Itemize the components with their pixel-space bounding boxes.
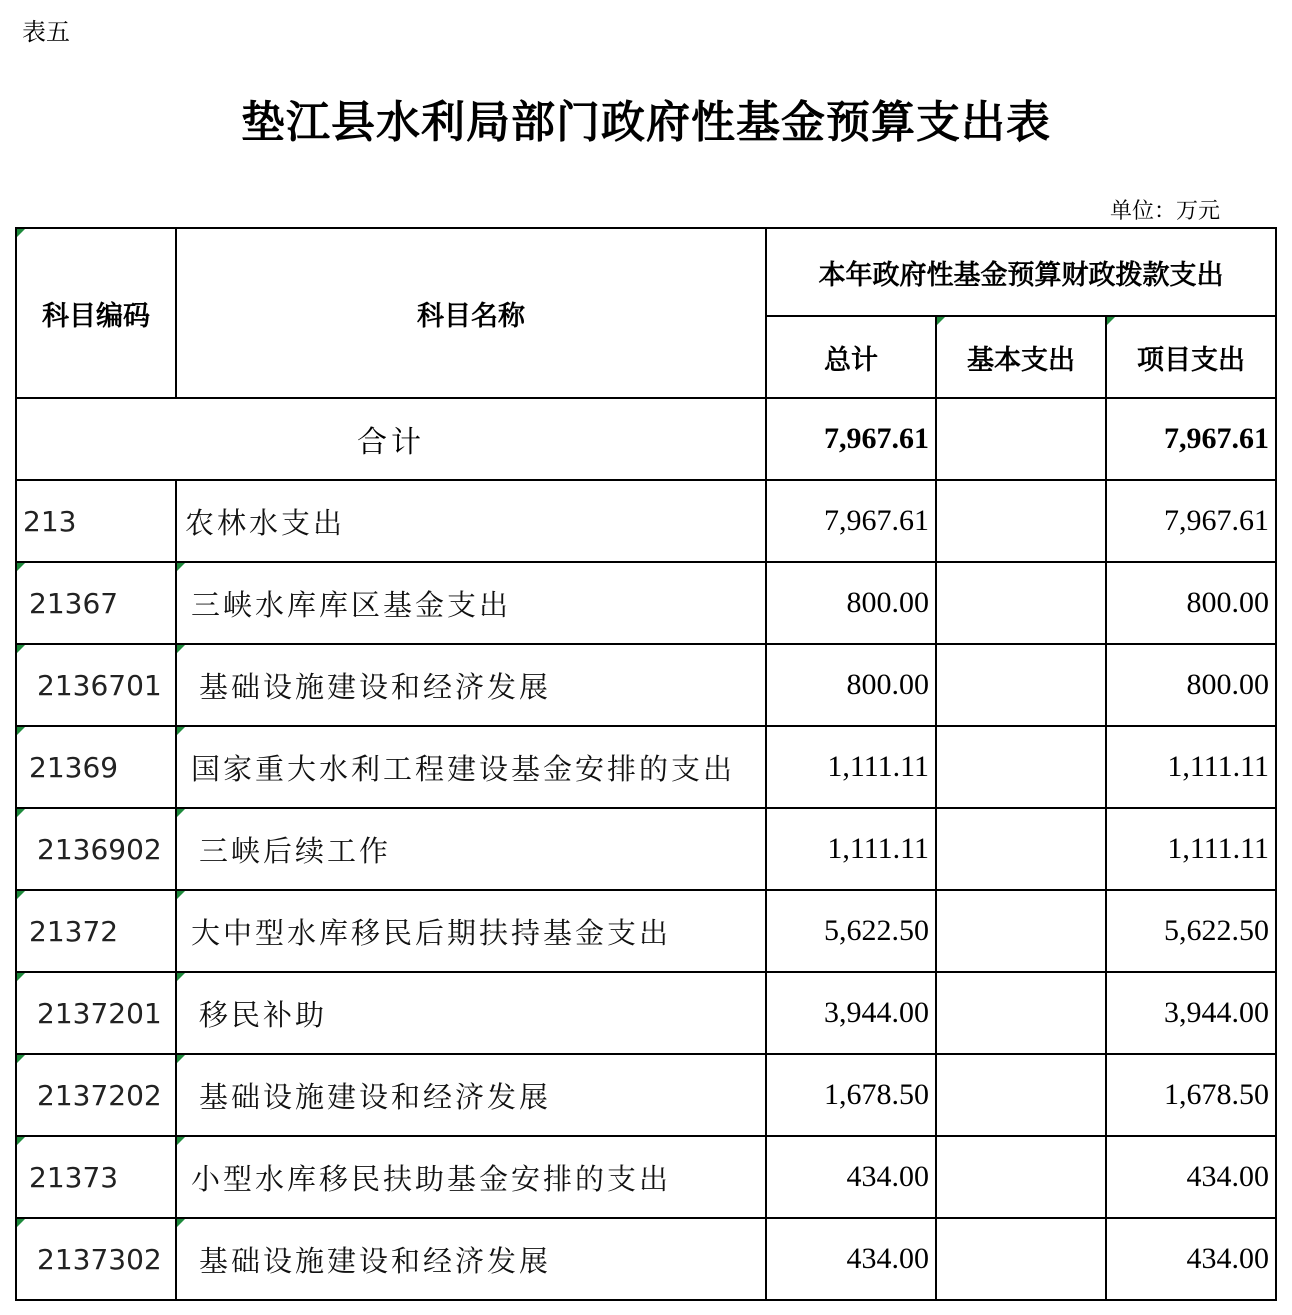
row-project: 800.00 [1106, 562, 1276, 644]
row-basic [936, 726, 1106, 808]
row-code: 21369 [16, 726, 176, 808]
header-total: 总计 [766, 316, 936, 398]
row-total: 434.00 [766, 1218, 936, 1300]
row-project: 1,111.11 [1106, 808, 1276, 890]
row-total: 800.00 [766, 644, 936, 726]
row-project: 3,944.00 [1106, 972, 1276, 1054]
row-total: 434.00 [766, 1136, 936, 1218]
table-row [16, 1054, 1276, 1136]
header-basic: 基本支出 [936, 316, 1106, 398]
total-row [16, 398, 1276, 480]
row-code: 2136902 [16, 808, 176, 890]
table-row [16, 808, 1276, 890]
unit-label: 单位：万元 [1110, 199, 1221, 224]
table-row [16, 644, 1276, 726]
row-basic [936, 480, 1106, 562]
row-basic [936, 972, 1106, 1054]
row-total: 5,622.50 [766, 890, 936, 972]
row-project: 434.00 [1106, 1136, 1276, 1218]
row-project: 1,111.11 [1106, 726, 1276, 808]
header-group: 本年政府性基金预算财政拨款支出 [766, 228, 1276, 316]
row-total: 1,111.11 [766, 726, 936, 808]
header-code: 科目编码 [16, 228, 176, 398]
row-name: 小型水库移民扶助基金安排的支出 [176, 1136, 766, 1218]
row-project: 1,678.50 [1106, 1054, 1276, 1136]
row-name: 三峡水库库区基金支出 [176, 562, 766, 644]
row-total: 7,967.61 [766, 480, 936, 562]
row-basic [936, 644, 1106, 726]
row-basic [936, 808, 1106, 890]
table-row [16, 890, 1276, 972]
row-basic [936, 890, 1106, 972]
row-code: 2137201 [16, 972, 176, 1054]
row-code: 21373 [16, 1136, 176, 1218]
row-name: 大中型水库移民后期扶持基金支出 [176, 890, 766, 972]
header-name: 科目名称 [176, 228, 766, 398]
total-basic [936, 398, 1106, 480]
row-code: 21372 [16, 890, 176, 972]
page-title: 垫江县水利局部门政府性基金预算支出表 [241, 97, 1051, 148]
table-row [16, 1136, 1276, 1218]
table-row [16, 562, 1276, 644]
table-body [16, 480, 1276, 1300]
table-row [16, 726, 1276, 808]
row-name: 国家重大水利工程建设基金安排的支出 [176, 726, 766, 808]
row-name: 移民补助 [176, 972, 766, 1054]
row-basic [936, 1136, 1106, 1218]
row-basic [936, 1054, 1106, 1136]
row-total: 1,111.11 [766, 808, 936, 890]
header-project: 项目支出 [1106, 316, 1276, 398]
row-name: 三峡后续工作 [176, 808, 766, 890]
row-total: 800.00 [766, 562, 936, 644]
row-name: 基础设施建设和经济发展 [176, 1218, 766, 1300]
row-name: 基础设施建设和经济发展 [176, 644, 766, 726]
row-project: 434.00 [1106, 1218, 1276, 1300]
row-basic [936, 562, 1106, 644]
row-code: 213 [16, 480, 176, 562]
row-project: 800.00 [1106, 644, 1276, 726]
table-row [16, 1218, 1276, 1300]
budget-table [15, 227, 1277, 1301]
row-code: 2137202 [16, 1054, 176, 1136]
table-number-label: 表五 [22, 18, 70, 46]
row-project: 7,967.61 [1106, 480, 1276, 562]
total-project: 7,967.61 [1106, 398, 1276, 480]
row-basic [936, 1218, 1106, 1300]
total-label: 合计 [16, 398, 766, 480]
table-row [16, 480, 1276, 562]
row-total: 3,944.00 [766, 972, 936, 1054]
row-project: 5,622.50 [1106, 890, 1276, 972]
total-amount: 7,967.61 [766, 398, 936, 480]
row-name: 基础设施建设和经济发展 [176, 1054, 766, 1136]
row-code: 2136701 [16, 644, 176, 726]
table-row [16, 972, 1276, 1054]
row-code: 2137302 [16, 1218, 176, 1300]
row-total: 1,678.50 [766, 1054, 936, 1136]
row-name: 农林水支出 [176, 480, 766, 562]
row-code: 21367 [16, 562, 176, 644]
